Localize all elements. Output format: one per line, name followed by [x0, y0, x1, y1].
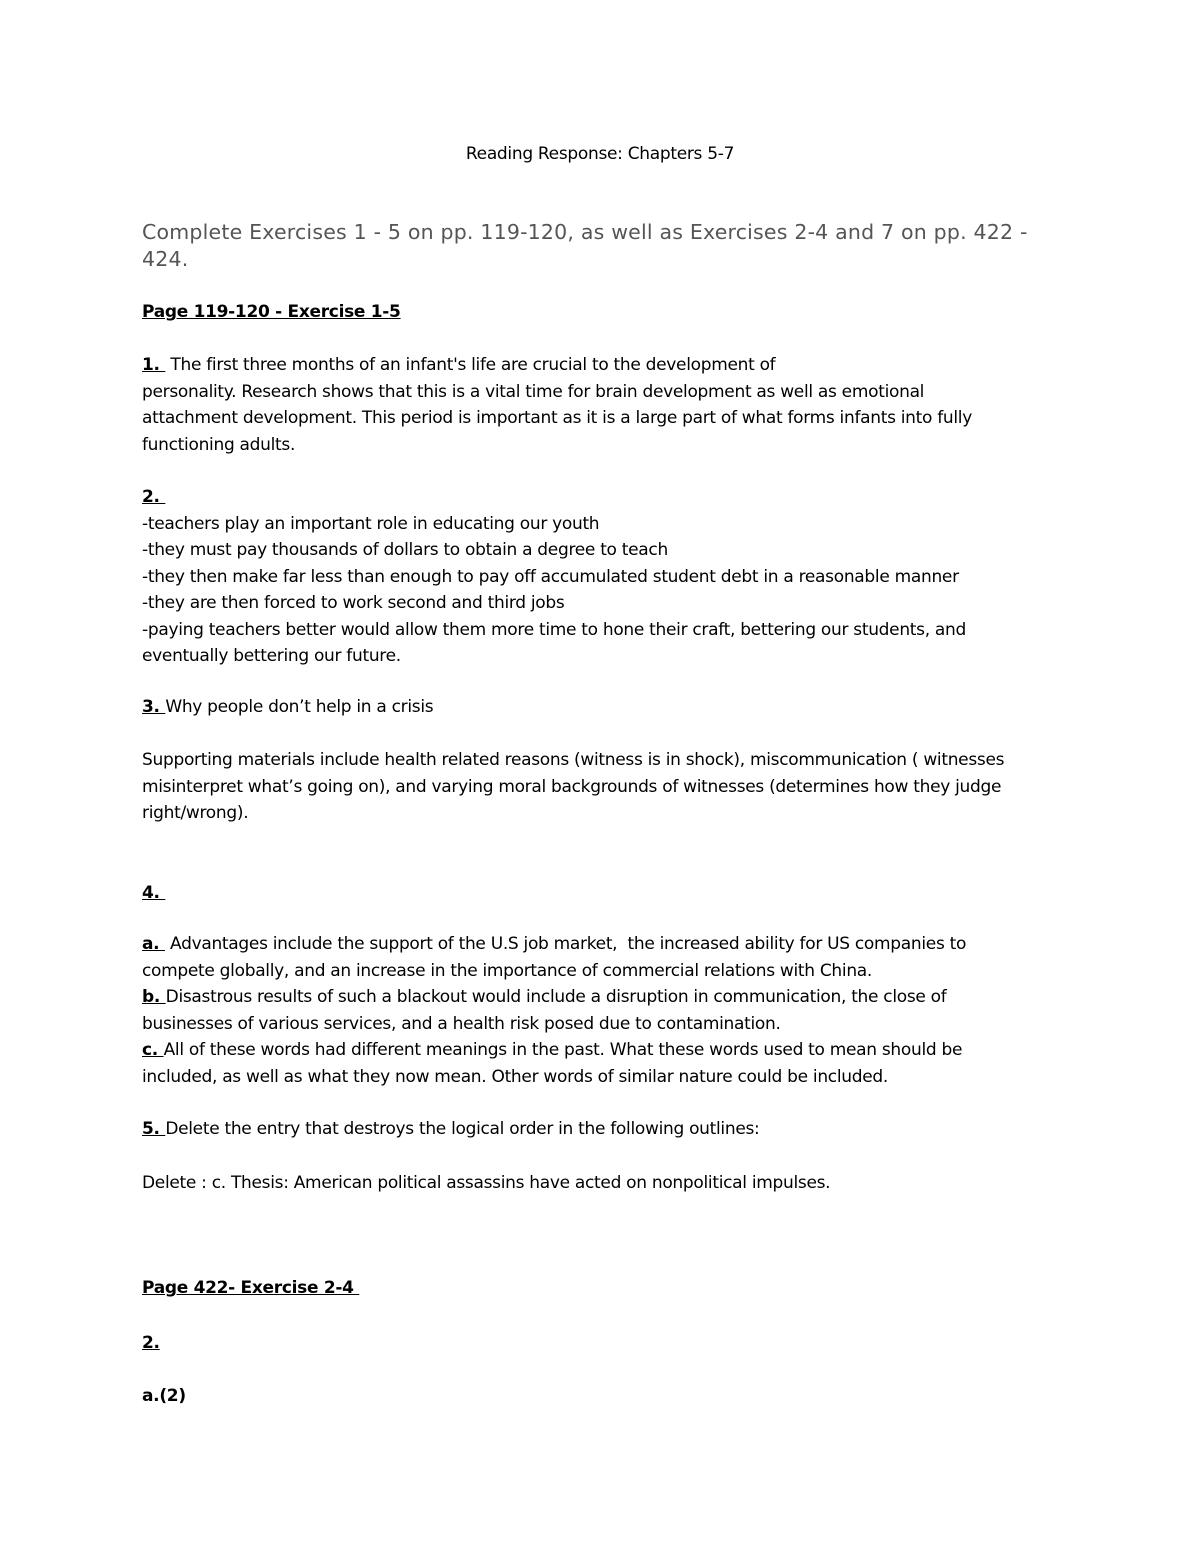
answer-line: -they then make far less than enough to pay off accumulated student debt in a reasonable manner: [142, 566, 959, 587]
answer-heading: Why people don’t help in a crisis: [165, 697, 434, 717]
answer-5: [142, 1116, 1072, 1143]
answer-number: 5.: [142, 1119, 166, 1139]
answer-line: attachment development. This period is important as it is a large part of what forms infants into fully: [142, 408, 972, 428]
part-label-a: a.: [142, 934, 165, 954]
answer-line: right/wrong).: [142, 803, 249, 823]
part-label-c: c.: [142, 1040, 164, 1060]
item-label: a.(2): [142, 1386, 186, 1406]
answer-line: personality. Research shows that this is a vital time for brain development as well as emotional: [142, 381, 925, 402]
answer-line: eventually bettering our future.: [142, 646, 401, 666]
answer-line: compete globally, and an increase in the importance of commercial relations with China.: [142, 960, 873, 981]
answer-line: functioning adults.: [142, 434, 296, 455]
answer-line: -paying teachers better would allow them more time to hone their craft, bettering our students, and: [142, 619, 967, 640]
answer-5-body: [142, 1170, 1072, 1197]
section2-question-2: [142, 1330, 1072, 1357]
answer-line: -they are then forced to work second and third jobs: [142, 593, 565, 613]
answer-line: Supporting materials include health related reasons (witness is in shock), miscommunication ( witnesses: [142, 750, 1005, 770]
answer-number: 4.: [142, 883, 166, 903]
answer-4-parts: [142, 931, 1072, 1090]
answer-number: 2.: [142, 1333, 160, 1353]
answer-line: misinterpret what’s going on), and varying moral backgrounds of witnesses (determines how they judge: [142, 776, 1002, 797]
answer-1: [142, 352, 1072, 458]
section-heading-page-119: [142, 299, 1072, 326]
document-title: Reading Response: Chapters 5-7: [465, 144, 735, 164]
answer-line: Advantages include the support of the U.S job market, the increased ability for US companies to: [164, 934, 967, 954]
section-heading-text: Page 119-120 - Exercise 1-5: [142, 302, 401, 322]
answer-number: 3.: [142, 697, 166, 717]
answer-3-body: [142, 747, 1072, 827]
answer-line: businesses of various services, and a health risk posed due to contamination.: [142, 1013, 781, 1034]
assignment-instructions: Complete Exercises 1 - 5 on pp. 119-120, as well as Exercises 2-4 and 7 on pp. 422 - 424.: [142, 220, 1028, 271]
answer-heading: Delete the entry that destroys the logical order in the following outlines:: [165, 1119, 760, 1139]
answer-4: [142, 880, 1072, 907]
answer-3: [142, 694, 1072, 721]
answer-line: included, as well as what they now mean. Other words of similar nature could be included.: [142, 1066, 888, 1087]
section-heading-page-422: [142, 1275, 1072, 1302]
answer-line: Delete : c. Thesis: American political assassins have acted on nonpolitical impulses.: [142, 1173, 831, 1193]
part-label-b: b.: [142, 987, 166, 1007]
answer-line: All of these words had different meanings in the past. What these words used to mean should be: [163, 1040, 963, 1060]
answer-line: The first three months of an infant's life are crucial to the development of: [165, 355, 776, 375]
answer-number: 2.: [142, 487, 166, 507]
section-heading-text: Page 422- Exercise 2-4: [142, 1278, 360, 1298]
answer-line: -they must pay thousands of dollars to obtain a degree to teach: [142, 540, 668, 560]
answer-2: [142, 484, 1072, 670]
answer-line: -teachers play an important role in educating our youth: [142, 513, 600, 534]
answer-line: Disastrous results of such a blackout would include a disruption in communication, the close of: [165, 987, 947, 1007]
section2-item-a: [142, 1383, 1072, 1410]
answer-number: 1.: [142, 355, 166, 375]
